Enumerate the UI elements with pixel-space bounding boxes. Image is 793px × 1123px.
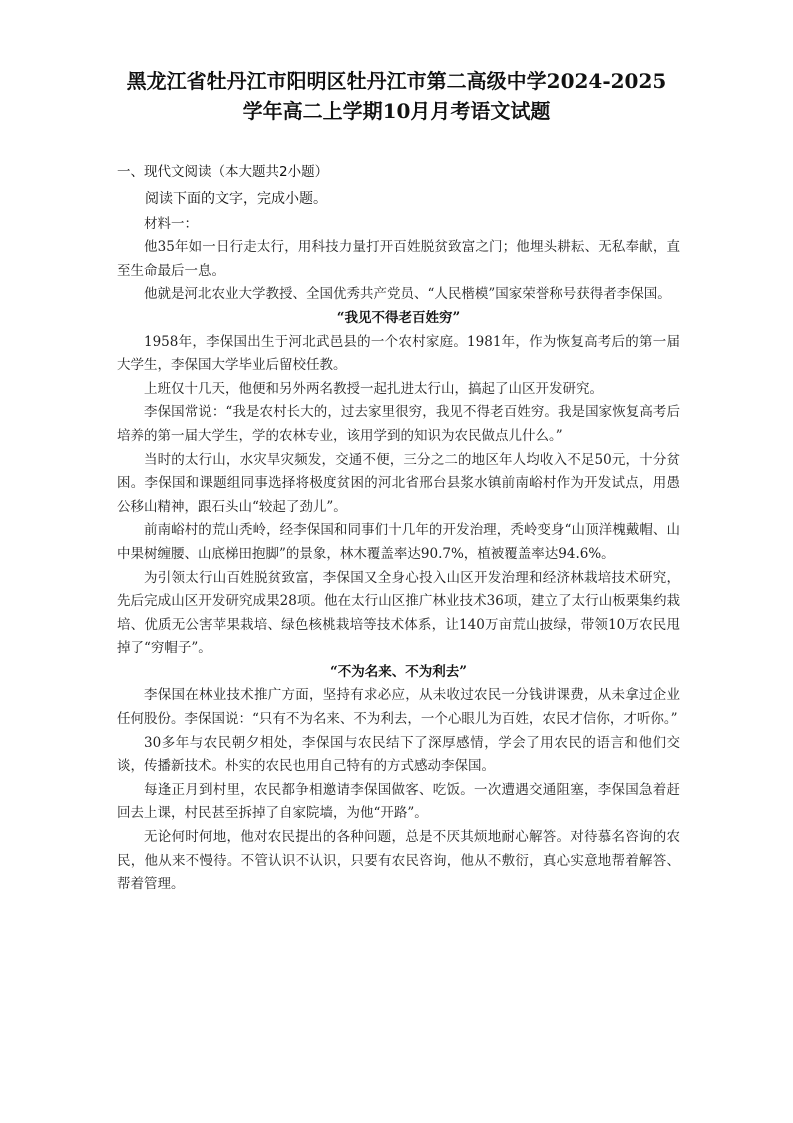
- paragraph: 李保国在林业技术推广方面，坚持有求必应，从未收过农民一分钱讲课费，从未拿过企业任何股份。李保国说：“只有不为名来、不为利去，一个心眼儿为百姓，农民才信你，才听你。”: [117, 687, 680, 728]
- paragraph: 每逢正月到村里，农民都争相邀请李保国做客、吃饭。一次遭遇交通阻塞，李保国急着赶回去上课，村民甚至拆掉了自家院墙，为他“开路”。: [117, 781, 680, 822]
- reading-passage: [117, 188, 680, 897]
- document-title: [60, 66, 733, 126]
- subheading: “不为名来、不为利去”: [329, 663, 468, 680]
- paragraph: 1958年，李保国出生于河北武邑县的一个农村家庭。1981年，作为恢复高考后的第一届大学生，李保国大学毕业后留校任教。: [117, 333, 680, 374]
- paragraph: 他就是河北农业大学教授、全国优秀共产党员、“人民楷模”国家荣誉称号获得者李保国。: [144, 286, 671, 303]
- material-label: 材料一：: [144, 215, 198, 232]
- paragraph: 前南峪村的荒山秃岭，经李保国和同事们十几年的开发治理，秃岭变身“山顶洋槐戴帽、山中果树缠腰、山底梯田抱脚”的景象，林木覆盖率达90.7%，植被覆盖率达94.6%。: [117, 522, 680, 562]
- paragraph: 当时的太行山，水灾旱灾频发，交通不便，三分之二的地区年人均收入不足50元，十分贫困。李保国和课题组同事选择将极度贫困的河北省邢台县浆水镇前南峪村作为开发试点，用愚公移山精神，跟石头山“较起了劲儿”。: [117, 451, 680, 515]
- section-heading: 一、现代文阅读（本大题共2小题）: [117, 164, 329, 180]
- paragraph: 无论何时何地，他对农民提出的各种问题，总是不厌其烦地耐心解答。对待慕名咨询的农民，他从来不慢待。不管认识不认识，只要有农民咨询，他从不敷衍，真心实意地帮着解答、帮着管理。: [117, 829, 680, 893]
- subheading: “我见不得老百姓穷”: [336, 309, 461, 326]
- instruction-text: 阅读下面的文字，完成小题。: [145, 191, 327, 207]
- title-line-2: 学年高二上学期10月月考语文试题: [242, 99, 551, 123]
- paragraph: 30多年与农民朝夕相处，李保国与农民结下了深厚感情，学会了用农民的语言和他们交谈，传播新技术。朴实的农民也用自己特有的方式感动李保国。: [117, 734, 680, 775]
- paragraph: 李保国常说：“我是农村长大的，过去家里很穷，我见不得老百姓穷。我是国家恢复高考后培养的第一届大学生，学的农林专业，该用学到的知识为农民做点儿什么。”: [117, 404, 680, 444]
- paragraph: 他35年如一日行走太行，用科技力量打开百姓脱贫致富之门；他埋头耕耘、无私奉献，直至生命最后一息。: [117, 239, 680, 279]
- title-line-1: 黑龙江省牡丹江市阳明区牡丹江市第二高级中学2024-2025: [126, 69, 667, 93]
- paragraph: 为引领太行山百姓脱贫致富，李保国又全身心投入山区开发治理和经济林栽培技术研究，先后完成山区开发研究成果28项。他在太行山区推广林业技术36项，建立了太行山板栗集约栽培、优质无公害苹果栽培、绿色核桃栽培等技术体系，让140万亩荒山披绿，带领10万农民甩掉了“穷帽子”。: [117, 569, 680, 657]
- paragraph: 上班仅十几天，他便和另外两名教授一起扎进太行山，搞起了山区开发研究。: [144, 380, 603, 397]
